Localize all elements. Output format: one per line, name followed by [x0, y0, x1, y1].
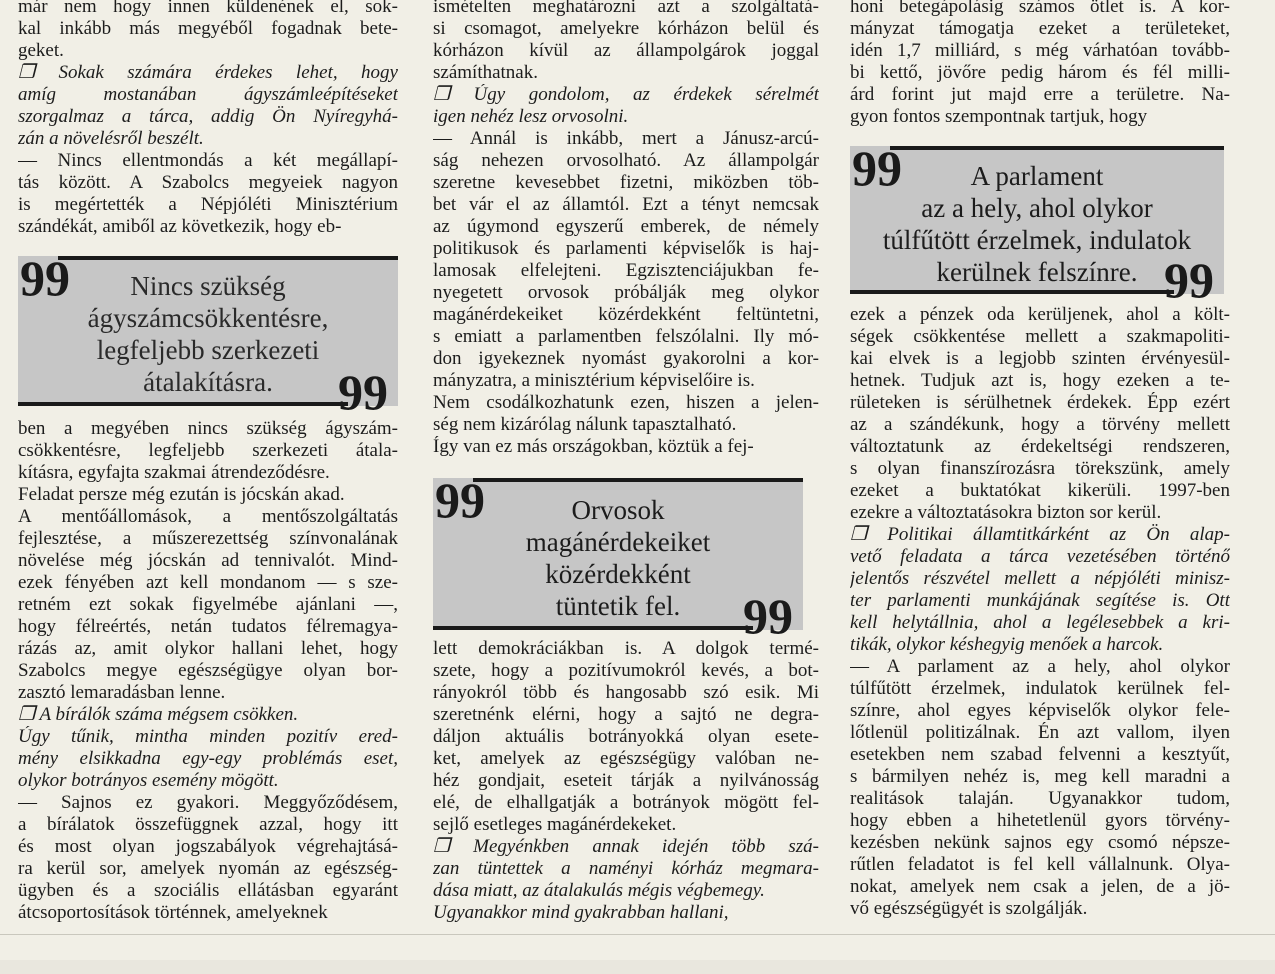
text-line: s bármilyen nehéz is, meg kell maradni a	[850, 766, 1230, 787]
text-line: rületeken is sérülhetnek érdekek. Épp ezért	[850, 392, 1230, 413]
text-line: ezek fényében azt kell mondanom — s sze-	[18, 572, 398, 593]
text-line: nokat, amelyek nem csak a jelen, de a jö-	[850, 876, 1230, 897]
text-line: túlfűtött érzelmek, indulatok kerülnek fel-	[850, 678, 1230, 699]
pull-quote-line: legfeljebb szerkezeti	[96, 335, 320, 365]
pull-quote-top-rule	[58, 256, 398, 260]
column-1-text-pre	[18, 0, 398, 238]
text-line: vő egészségügyét is szolgálják.	[850, 898, 1088, 919]
pull-quote-line: magánérdekeiket	[525, 527, 711, 557]
text-line: — Nincs ellentmondás a két megállapí-	[18, 150, 398, 171]
text-line: lett demokráciákban is. A dolgok termé-	[433, 638, 819, 659]
text-line: az a szándékunk, hogy a törvény mellett	[850, 414, 1230, 435]
text-line: magánérdekeiket közérdekként feltüntetni,	[433, 304, 819, 325]
text-line: — Annál is inkább, mert a Jánusz-arcú-	[433, 128, 819, 149]
text-line: lamosak elfelejteni. Egzisztenciájukban fe-	[433, 260, 819, 281]
text-line: zasztó lemaradásban lenne.	[18, 682, 226, 703]
text-line: elé, de elhallgatják a botrányok mögött fel-	[433, 792, 819, 813]
text-line: hogy ebben a hihetetlenül gyors törvény-	[850, 810, 1230, 831]
text-line: realitások talaján. Ugyanakkor tudom,	[850, 788, 1230, 809]
text-line: ter parlamenti munkájának segítése is. Ott	[850, 590, 1230, 611]
text-line: rányokról több és hangosabb szó esik. Mi	[433, 682, 819, 703]
text-line: Ugyanakkor mind gyakrabban hallani,	[433, 902, 729, 923]
quote-open-icon: 99	[20, 250, 70, 306]
column-2-text-pre	[433, 0, 819, 458]
text-line: Szabolcs megye egészségügye olyan bor-	[18, 660, 398, 681]
text-line: mányzat támogatja ezeket a területeket,	[850, 18, 1230, 39]
text-line: ket, amelyek az egészségügy valóban ne-	[433, 748, 819, 769]
text-line: ra kerül sor, amelyek nyomán az egészség-	[18, 858, 398, 879]
pull-quote-line: A parlament	[970, 161, 1104, 191]
text-line: retném ezt sokak figyelmébe ajánlani —,	[18, 594, 398, 615]
text-line: változtatunk az érdekeltségi rendszeren,	[850, 436, 1230, 457]
quote-close-icon: 99	[743, 588, 793, 644]
text-line: s emiatt a parlamentben felszólalni. Ily mó-	[433, 326, 819, 347]
text-line: igen nehéz lesz orvosolni.	[433, 106, 629, 127]
pull-quote-bottom-rule	[433, 626, 753, 630]
quote-open-icon: 99	[435, 472, 485, 528]
text-line: bet vár el az államtól. Ezt a tényt nemcsak	[433, 194, 819, 215]
text-line: kai elvek is a legjobb szinten érvényesül-	[850, 348, 1230, 369]
text-line: — A parlament az a hely, ahol olykor	[850, 656, 1230, 677]
quote-close-icon: 99	[338, 364, 388, 420]
text-line: ❒ Politikai államtitkárként az Ön alap-	[850, 524, 1230, 545]
text-line: honi betegápolásig számos ötlet is. A kor-	[850, 0, 1230, 17]
text-line: tikák, olykor késhegyig menőek a harcok.	[850, 634, 1164, 655]
quote-open-icon: 99	[852, 140, 902, 196]
column-2-text-post	[433, 638, 819, 924]
text-line: kal inkább más megyéből fogadnak bete-	[18, 18, 398, 39]
text-line: politikusok és parlamenti képviselők is haj-	[433, 238, 819, 259]
text-line: mányzatra, a minisztérium képviselőire is.	[433, 370, 755, 391]
text-line: ezek a pénzek oda kerüljenek, ahol a költ-	[850, 304, 1230, 325]
text-line: idén 1,7 milliárd, s még várhatóan tovább-	[850, 40, 1230, 61]
text-line: jelentős részvétel mellett a népjóléti minisz-	[850, 568, 1230, 589]
text-line: ❒ Úgy gondolom, az érdekek sérelmét	[433, 84, 819, 105]
quote-close-icon: 99	[1164, 252, 1214, 308]
text-line: Úgy tűnik, mintha minden pozitív ered-	[18, 726, 398, 747]
text-line: szándékát, amiből az következik, hogy eb-	[18, 216, 342, 237]
pull-quote-1	[18, 250, 398, 420]
column-1-text-post	[18, 418, 398, 924]
text-line: dása miatt, az átalakulás mégis végbemegy.	[433, 880, 765, 901]
page-bottom-edge	[0, 960, 1275, 974]
text-line: lőtlenül politizálnak. Én azt vallom, ilyen	[850, 722, 1230, 743]
text-line: zan tüntettek a naményi kórház megmara-	[433, 858, 819, 879]
text-line: amíg mostanában ágyszámleépítéseket	[18, 84, 398, 105]
text-line: csökkentésre, legfeljebb szerkezeti átala-	[18, 440, 398, 461]
pull-quote-3	[850, 140, 1224, 308]
text-line: szorgalmaz a tárca, addig Ön Nyíregyhá-	[18, 106, 398, 127]
text-line: rázás az, amit olykor hallani lehet, hogy	[18, 638, 398, 659]
text-line: don igyekeznek nyomást gyakorolni a kor-	[433, 348, 819, 369]
text-line: Nem csodálkozhatunk ezen, hiszen a jelen-	[433, 392, 819, 413]
text-line: számíthatnak.	[433, 62, 538, 83]
pull-quote-line: átalakításra.	[143, 367, 273, 397]
text-line: mény elsikkadna egy-egy problémás eset,	[18, 748, 398, 769]
text-line: si csomagot, amelyekre kórházon belül és	[433, 18, 819, 39]
text-line: ségek csökkentése mellett a szakmapoliti-	[850, 326, 1230, 347]
text-line: sejlő esetleges magánérdekeket.	[433, 814, 677, 835]
text-line: s olyan finanszírozásra törekszünk, amely	[850, 458, 1230, 479]
pull-quote-line: közérdekként	[545, 559, 691, 589]
text-line: nyegetett orvosok próbálják meg olykor	[433, 282, 819, 303]
text-line: szeretne kevesebbet fizetni, miközben töb-	[433, 172, 819, 193]
text-line: ben a megyében nincs szükség ágyszám-	[18, 418, 398, 439]
text-line: árd forint jut majd erre a területre. Na-	[850, 84, 1230, 105]
text-line: tás között. A Szabolcs megyeiek nagyon	[18, 172, 398, 193]
text-line: szeretnénk elérni, hogy a sajtó ne degra-	[433, 704, 819, 725]
text-line: ság nehezen orvosolható. Az állampolgár	[433, 150, 819, 171]
text-line: ❒ A bírálók száma mégsem csökken.	[18, 704, 299, 725]
text-line: kezésben nekünk sajnos egy csomó népsze-	[850, 832, 1230, 853]
text-line: gyon fontos szempontnak tartjuk, hogy	[850, 106, 1148, 127]
text-line: — Sajnos ez gyakori. Meggyőződésem,	[18, 792, 398, 813]
text-line: Így van ez más országokban, köztük a fej-	[433, 436, 754, 457]
pull-quote-line: kerülnek felszínre.	[936, 257, 1138, 287]
text-line: is megértették a Népjóléti Minisztérium	[18, 194, 398, 215]
text-line: ezekre a változtatásokra bizton sor kerül.	[850, 502, 1162, 523]
text-line: és most olyan jogszabályok végrehajtásá-	[18, 836, 398, 857]
pull-quote-line: Orvosok	[571, 495, 665, 525]
pull-quote-line: ágyszámcsökkentésre,	[87, 303, 329, 333]
pull-quote-line: tüntetik fel.	[555, 591, 681, 621]
column-3-text-pre	[850, 0, 1230, 128]
pull-quote-line: Nincs szükség	[130, 271, 286, 301]
text-line: növelése még jócskán ad tennivalót. Mind-	[18, 550, 398, 571]
pull-quote-line: az a hely, ahol olykor	[921, 193, 1153, 223]
text-line: ❒ Megyénkben annak idején több szá-	[433, 836, 819, 857]
text-line: hetnek. Tudjuk azt is, hogy ezeken a te-	[850, 370, 1230, 391]
pull-quote-top-rule	[890, 146, 1224, 150]
text-line: átcsoportosítások történnek, amelyeknek	[18, 902, 328, 923]
text-line: kórházon kívül az állampolgárok joggal	[433, 40, 819, 61]
pull-quote-top-rule	[473, 478, 803, 482]
text-line: ügyben és a szociális ellátásban egyaránt	[18, 880, 398, 901]
text-line: a bírálatok összefüggnek azzal, hogy itt	[18, 814, 398, 835]
text-line: rűtlen feladatot is fel kell vállalnunk. Olya-	[850, 854, 1230, 875]
text-line: az úgymond egyszerű emberek, de némely	[433, 216, 819, 237]
text-line: hogy félreértés, netán tudatos félremagya-	[18, 616, 398, 637]
text-line: színre, ahol egyes képviselők olykor fele-	[850, 700, 1230, 721]
text-line: kell helytállnia, ahol a legélesebbek a kri-	[850, 612, 1230, 633]
text-line: héz gondjait, eseteit tárják a nyilvánosság	[433, 770, 819, 791]
page-bottom-rule	[0, 934, 1275, 935]
text-line: Feladat persze még ezután is jócskán akad.	[18, 484, 345, 505]
text-line: ezeket a buktatókat kikerüli. 1997-ben	[850, 480, 1230, 501]
text-line: esetekben nem szabad felvenni a kesztyűt,	[850, 744, 1230, 765]
text-line: már nem hogy innen küldenének el, sok-	[18, 0, 398, 17]
text-line: szete, hogy a pozitívumokról kevés, a bot-	[433, 660, 819, 681]
text-line: fejlesztése, a műszerezettség színvonalának	[18, 528, 398, 549]
pull-quote-bottom-rule	[850, 290, 1174, 294]
text-line: zán a növelésről beszélt.	[18, 128, 204, 149]
text-line: vető feladata a tárca vezetésében történő	[850, 546, 1230, 567]
text-line: olykor botrányos esemény mögött.	[18, 770, 279, 791]
pull-quote-line: túlfűtött érzelmek, indulatok	[882, 225, 1192, 255]
text-line: dáljon aktuális botrányokká olyan esete-	[433, 726, 819, 747]
column-3-text-post	[850, 304, 1230, 920]
text-line: kításra, egyfajta szakmai átrendeződésre.	[18, 462, 330, 483]
pull-quote-bottom-rule	[18, 402, 348, 406]
text-line: ismételten meghatározni azt a szolgáltatá-	[433, 0, 819, 17]
text-line: ség nem kizárólag nálunk tapasztalható.	[433, 414, 737, 435]
text-line: A mentőállomások, a mentőszolgáltatás	[18, 506, 398, 527]
text-line: geket.	[18, 40, 64, 61]
pull-quote-2	[433, 472, 803, 644]
text-line: ❒ Sokak számára érdekes lehet, hogy	[18, 62, 398, 83]
text-line: bi kettő, jövőre pedig három és fél milli-	[850, 62, 1230, 83]
